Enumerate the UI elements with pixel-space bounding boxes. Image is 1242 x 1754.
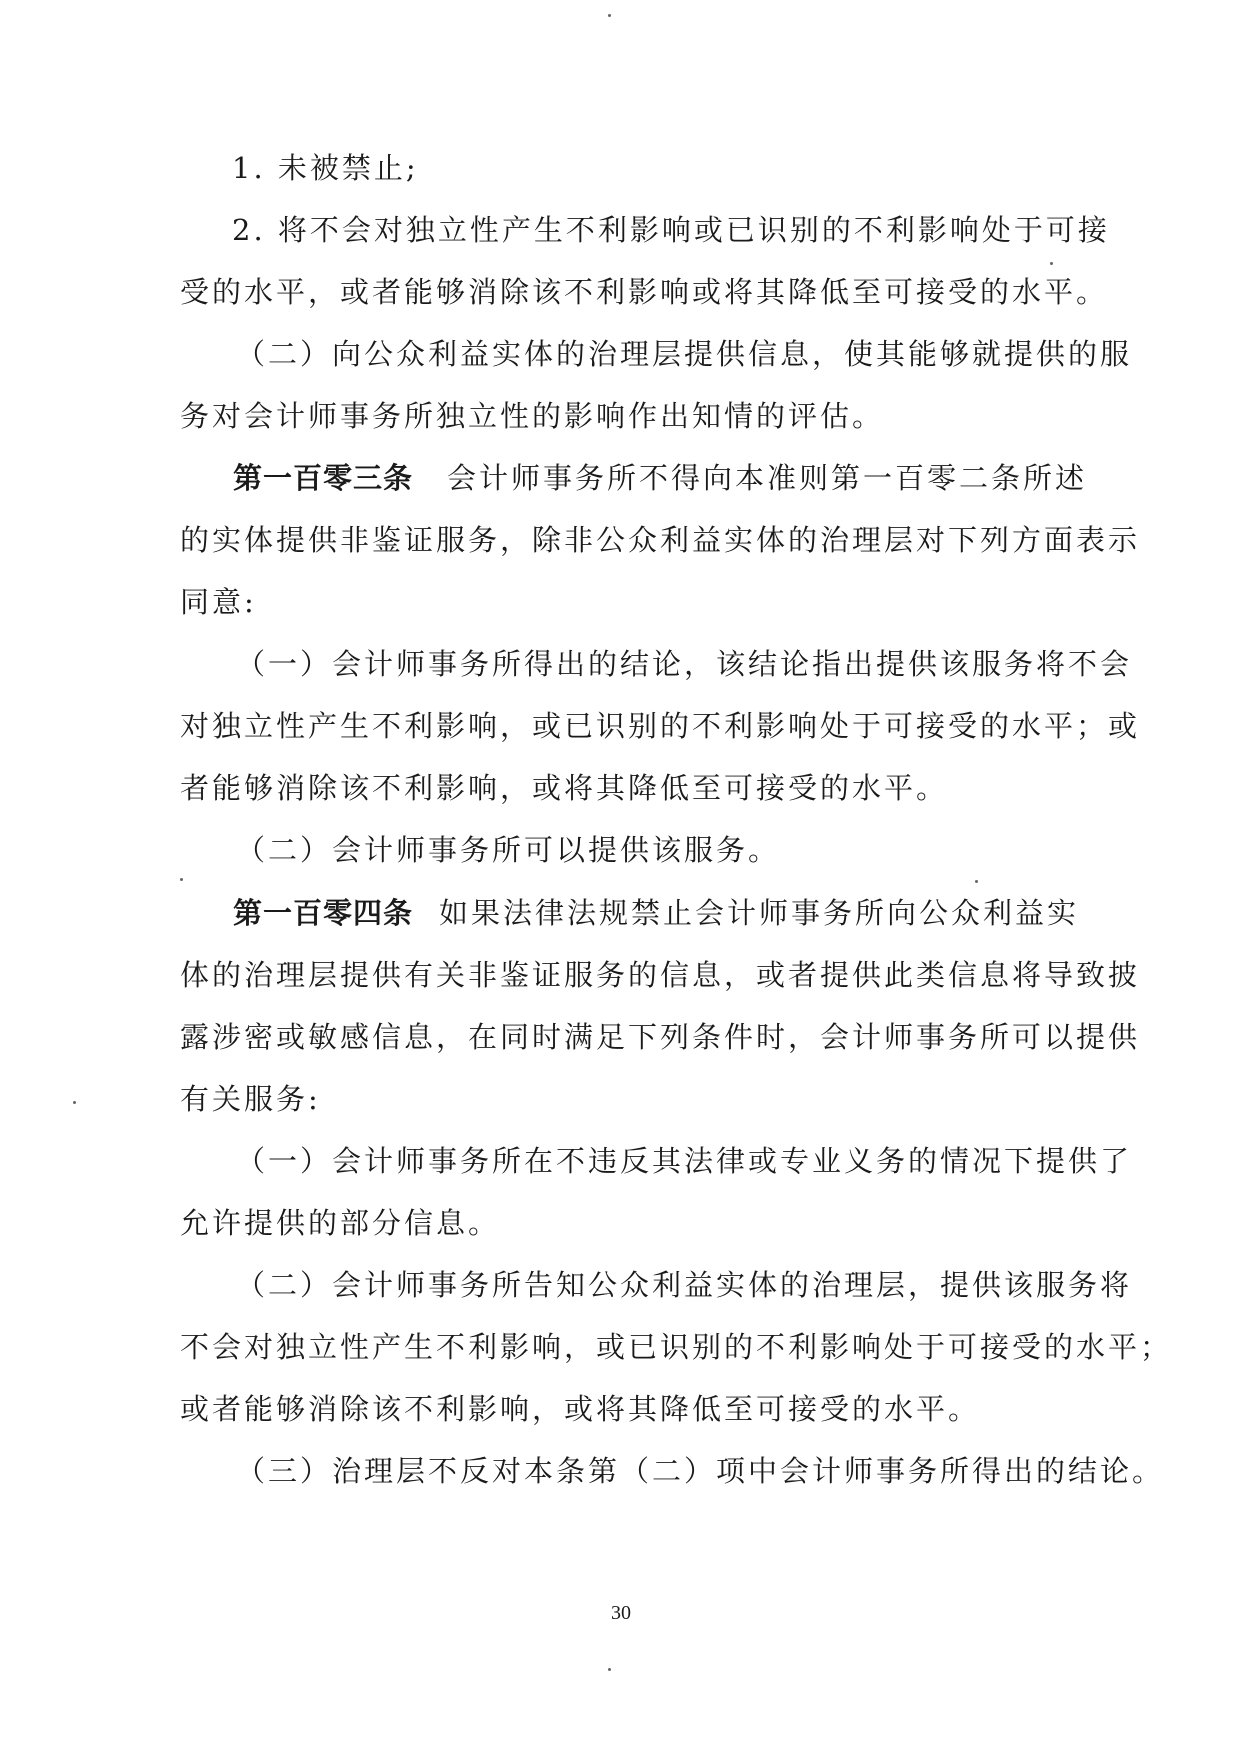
clause-one-line: （一）会计师事务所得出的结论，该结论指出提供该服务将不会 (236, 647, 1133, 681)
paragraph-line: 不会对独立性产生不利影响，或已识别的不利影响处于可接受的水平； (180, 1330, 1173, 1364)
paragraph-line: 的实体提供非鉴证服务，除非公众利益实体的治理层对下列方面表示 (180, 523, 1141, 557)
scan-speck (73, 1101, 76, 1104)
paragraph-line: 者能够消除该不利影响，或将其降低至可接受的水平。 (180, 771, 949, 805)
paragraph-line: 受的水平，或者能够消除该不利影响或将其降低至可接受的水平。 (180, 275, 1109, 309)
paragraph-line: 对独立性产生不利影响，或已识别的不利影响处于可接受的水平；或 (180, 709, 1141, 743)
list-item-1: 1. 未被禁止; (232, 151, 419, 185)
paragraph-line: 允许提供的部分信息。 (180, 1206, 501, 1240)
list-item-2: 2. 将不会对独立性产生不利影响或已识别的不利影响处于可接 (232, 213, 1110, 247)
scan-speck (608, 14, 611, 17)
article-104-text: 如果法律法规禁止会计师事务所向公众利益实 (439, 896, 1080, 930)
page-number: 30 (611, 1602, 631, 1624)
paragraph-line: 有关服务: (180, 1082, 321, 1116)
scan-speck (975, 880, 978, 883)
article-104-heading: 第一百零四条 (233, 896, 414, 930)
paragraph-line: 务对会计师事务所独立性的影响作出知情的评估。 (180, 399, 885, 433)
paragraph-line: 同意: (180, 585, 257, 619)
clause-two-line: （二）会计师事务所告知公众利益实体的治理层，提供该服务将 (236, 1268, 1133, 1302)
paragraph-line: 或者能够消除该不利影响，或将其降低至可接受的水平。 (180, 1392, 981, 1426)
article-103-heading: 第一百零三条 (233, 461, 414, 495)
paragraph-line: 露涉密或敏感信息，在同时满足下列条件时，会计师事务所可以提供 (180, 1020, 1141, 1054)
paragraph-line: 体的治理层提供有关非鉴证服务的信息，或者提供此类信息将导致披 (180, 958, 1141, 992)
clause-one-line: （一）会计师事务所在不违反其法律或专业义务的情况下提供了 (236, 1144, 1133, 1178)
article-103-text: 会计师事务所不得向本准则第一百零二条所述 (447, 461, 1088, 495)
article-103-line (233, 458, 1087, 498)
clause-two-line: （二）向公众利益实体的治理层提供信息，使其能够就提供的服 (236, 337, 1133, 371)
clause-two-line: （二）会计师事务所可以提供该服务。 (236, 833, 781, 867)
scan-speck (1050, 262, 1053, 265)
article-104-line (233, 893, 1079, 933)
scan-speck (180, 878, 183, 881)
scan-speck (608, 1668, 611, 1671)
clause-three-line: （三）治理层不反对本条第（二）项中会计师事务所得出的结论。 (236, 1454, 1165, 1488)
